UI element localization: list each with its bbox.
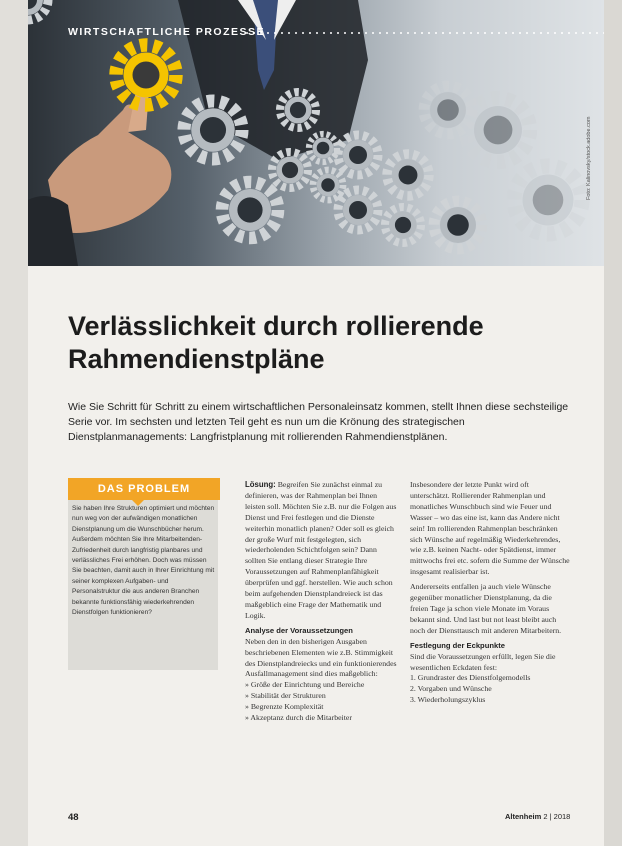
article-lead: Wie Sie Schritt für Schritt zu einem wirtschaftlichen Personaleinsatz kommen, stellt Ihnen diese sechsteilige Serie vor. Im sechsten und letzten Teil geht es nun um die Krönung des strategischen Dienstplanmanagements: Langfristplanung mit rollierenden Rahmendienstplänen. bbox=[68, 401, 569, 444]
column-3 bbox=[410, 480, 570, 706]
list-item: 3. Wiederholungszyklus bbox=[410, 695, 486, 705]
problem-heading: DAS PROBLEM bbox=[68, 478, 220, 500]
list-item: 2. Vorgaben und Wünsche bbox=[410, 684, 492, 694]
solution-text: Begreifen Sie zunächst einmal zu definieren, was der Rahmenplan bei Ihnen leisten soll. Möchten Sie z.B. nur die Folgen aus Dienst und Frei festlegen und die Dienste weiterhin monatlich planen? Oder soll es gleich der große Wurf mit festgelegten, sich wiederholenden Schichtfolgen sein? Dann sollten Sie entlang dieser Strategie Ihre Voraussetzungen auf Rahmenplanfähigkeit überprüfen und ggf. herstellen. Wie auch schon beim aufgehenden Dienstplandreieck ist das maßgeblich eine Frage der Mathematik und Logik. bbox=[245, 480, 397, 620]
page-edge bbox=[604, 0, 622, 846]
page-number: 48 bbox=[68, 812, 79, 823]
key-points-heading: Festlegung der Eckpunkte bbox=[410, 640, 505, 650]
solution-label: Lösung: bbox=[245, 480, 276, 489]
column-2 bbox=[245, 480, 397, 724]
gears-illustration bbox=[28, 0, 604, 266]
bullet-item: » Akzeptanz durch die Mitarbeiter bbox=[245, 713, 352, 723]
key-points-text: Sind die Voraussetzungen erfüllt, legen Sie die wesentlichen Eckdaten fest: bbox=[410, 651, 556, 672]
magazine-name: Altenheim bbox=[505, 812, 542, 821]
paragraph: Insbesondere der letzte Punkt wird oft unterschätzt. Rollierender Rahmenplan und monatliches Wunschbuch sind wie Feuer und Wasser – wo das eine ist, kann das Andere nicht sein! Im rollierenden Rahmenplan beschränken sich Wünsche auf regelmäßig Wiederkehrendes, wie z.B. keinen Nacht- oder Spätdienst, immer mittwochs frei etc. sofern die Summe der Wünsche insgesamt realisierbar ist. bbox=[410, 480, 570, 577]
bullet-item: » Begrenzte Komplexität bbox=[245, 702, 324, 712]
paragraph: Andererseits entfallen ja auch viele Wünsche gegenüber monatlicher Dienstplanung, da die freien Tage ja schon viele Monate im Voraus bekannt sind. Und last but not least bleibt auch noch der Diensttausch mit anderen Mitarbeitern. bbox=[410, 582, 562, 635]
problem-text: Sie haben Ihre Strukturen optimiert und möchten nun weg von der aufwändigen monatlichen Dienstplanung um die Wunschbücher herum. Außerdem möchten Sie Ihre Mitarbeitenden-Zufriedenheit durch langfristig planbares und verlässliches Frei erhöhen. Doch was müssen Sie beachten, damit auch in Ihrer Einrichtung mit seiner komplexen Aufgaben- und Personalstruktur die aus anderen Branchen bekannte funktionsfähig wiederkehrenden Dienstfolgen funktionieren? bbox=[72, 505, 215, 617]
article-title: Verlässlichkeit durch rollierende Rahmendienstpläne bbox=[68, 311, 484, 374]
analysis-heading: Analyse der Voraussetzungen bbox=[245, 625, 353, 635]
photo-credit: Foto: Kalinovsky/stock.adobe.com bbox=[586, 116, 592, 200]
gear-icon bbox=[28, 0, 48, 20]
solution-paragraph bbox=[245, 480, 397, 622]
list-item: 1. Grundraster des Dienstfolgemodells bbox=[410, 673, 531, 683]
issue-number: 2 | 2018 bbox=[543, 812, 571, 821]
hero-image bbox=[28, 0, 604, 266]
bullet-item: » Stabilität der Strukturen bbox=[245, 691, 326, 701]
bullet-item: » Größe der Einrichtung und Bereiche bbox=[245, 680, 365, 690]
section-label: WIRTSCHAFTLICHE PROZESSE bbox=[68, 26, 266, 38]
magazine-footer bbox=[505, 812, 570, 821]
page-gutter bbox=[0, 0, 28, 846]
magazine-page bbox=[28, 0, 604, 846]
analysis-text: Neben den in den bisherigen Ausgaben beschriebenen Elementen wie z.B. Stimmigkeit des Dienstplandreiecks und ein funktionierendes Ausfallmanagement sind dies maßgeblich: bbox=[245, 636, 397, 679]
